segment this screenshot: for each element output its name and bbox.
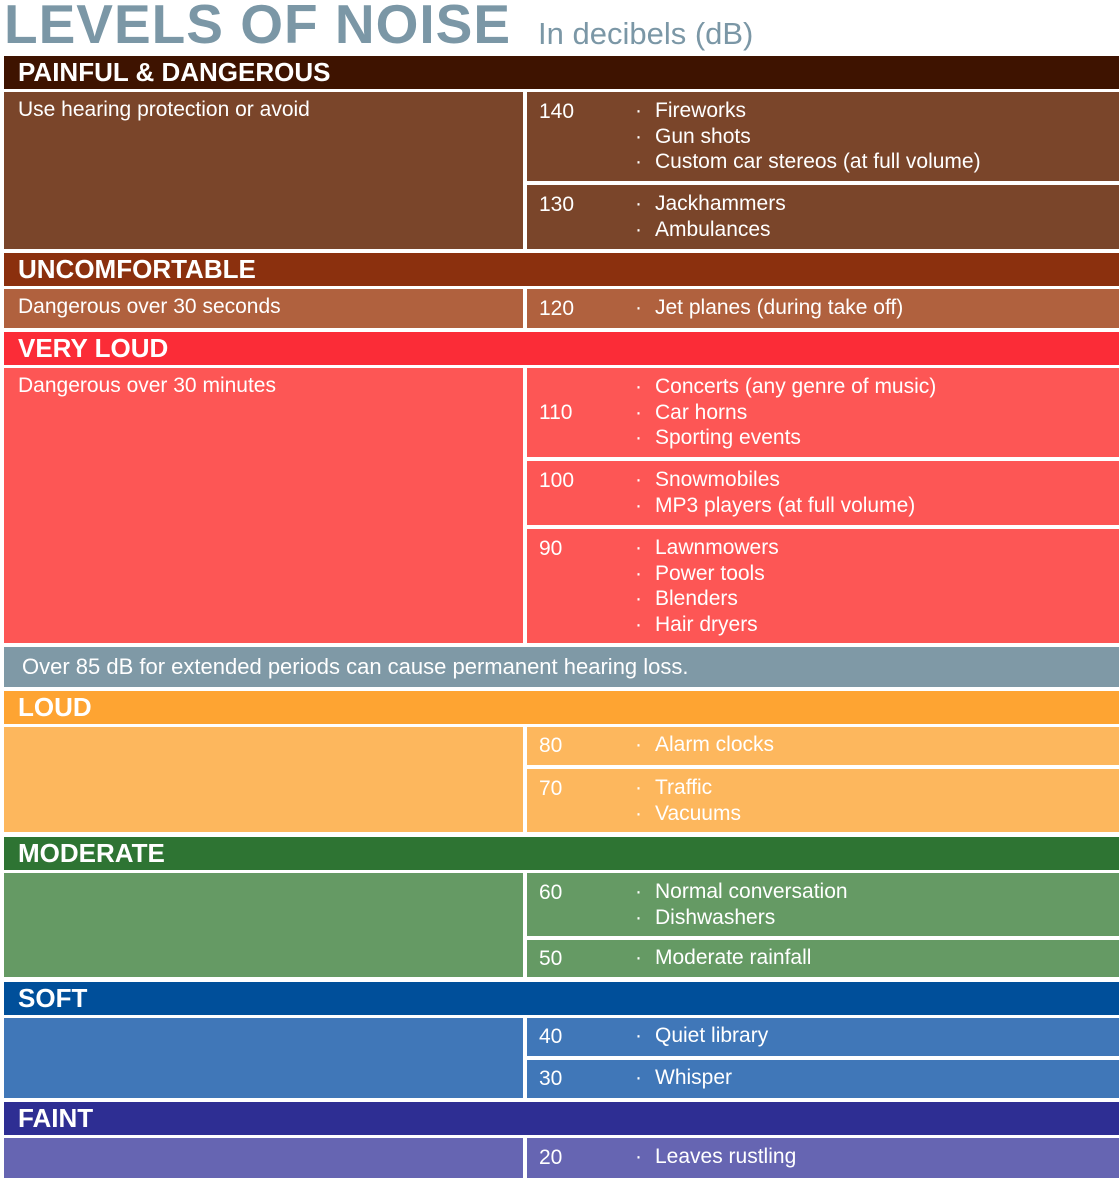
bullet-icon: · <box>635 1024 642 1047</box>
list-item: · Alarm clocks <box>635 733 775 756</box>
item-list <box>635 1065 732 1091</box>
list-item: · Jackhammers <box>635 192 786 215</box>
level-row <box>527 873 1119 936</box>
level-row <box>527 92 1119 181</box>
level-row <box>527 368 1119 457</box>
list-item: · Hair dryers <box>635 612 758 636</box>
db-value: 100 <box>539 469 575 492</box>
list-item: · Quiet library <box>635 1024 769 1047</box>
bullet-icon: · <box>635 468 642 491</box>
item-list <box>635 467 915 518</box>
note-painful-dangerous: Use hearing protection or avoid <box>4 92 523 249</box>
band-faint: FAINT <box>4 1102 1119 1135</box>
db-value: 60 <box>539 881 563 904</box>
db-value: 50 <box>539 947 563 970</box>
bullet-icon: · <box>635 946 642 969</box>
db-value: 70 <box>539 777 563 800</box>
bullet-icon: · <box>635 587 642 610</box>
list-item: · Sporting events <box>635 426 801 449</box>
list-item: · Jet planes (during take off) <box>635 296 904 319</box>
list-item: · Custom car stereos (at full volume) <box>635 150 981 173</box>
db-value: 80 <box>539 734 563 757</box>
list-item: · Power tools <box>635 561 765 585</box>
band-very-loud: VERY LOUD <box>4 332 1119 365</box>
db-value: 140 <box>539 100 575 123</box>
list-item: · Moderate rainfall <box>635 946 812 969</box>
bullet-icon: · <box>635 776 642 799</box>
item-list <box>635 191 786 242</box>
bullet-icon: · <box>635 536 642 559</box>
level-row <box>527 461 1119 525</box>
item-list <box>635 732 774 758</box>
note-faint <box>4 1138 523 1178</box>
bullet-icon: · <box>635 612 642 636</box>
level-row <box>527 1018 1119 1056</box>
list-item: · Fireworks <box>635 99 747 122</box>
list-item: · Ambulances <box>635 217 771 241</box>
bullet-icon: · <box>635 1066 642 1089</box>
level-row <box>527 940 1119 977</box>
level-row <box>527 289 1119 328</box>
bullet-icon: · <box>635 217 642 241</box>
item-list <box>635 775 741 826</box>
item-list <box>635 374 936 451</box>
bullet-icon: · <box>635 733 642 756</box>
level-row <box>527 185 1119 249</box>
bullet-icon: · <box>635 192 642 215</box>
list-item: · Snowmobiles <box>635 468 780 491</box>
item-list <box>635 1144 796 1170</box>
page-subtitle: In decibels (dB) <box>538 16 754 51</box>
bullet-icon: · <box>635 400 642 424</box>
list-item: · Leaves rustling <box>635 1145 797 1168</box>
item-list <box>635 945 811 971</box>
bullet-icon: · <box>635 1145 642 1168</box>
list-item: · Normal conversation <box>635 880 848 903</box>
level-row <box>527 529 1119 643</box>
level-row <box>527 1138 1119 1178</box>
list-item: · Gun shots <box>635 124 751 148</box>
db-value: 40 <box>539 1025 563 1048</box>
note-moderate <box>4 873 523 977</box>
bullet-icon: · <box>635 801 642 825</box>
page-title: LEVELS OF NOISE <box>4 0 512 55</box>
db-value: 120 <box>539 297 575 320</box>
bullet-icon: · <box>635 880 642 903</box>
list-item: · Blenders <box>635 587 738 610</box>
db-value: 20 <box>539 1146 563 1169</box>
item-list <box>635 535 779 637</box>
band-painful-dangerous: PAINFUL & DANGEROUS <box>4 56 1119 89</box>
list-item: · Lawnmowers <box>635 536 779 559</box>
band-uncomfortable: UNCOMFORTABLE <box>4 253 1119 286</box>
bullet-icon: · <box>635 493 642 517</box>
band-loud: LOUD <box>4 691 1119 724</box>
item-list <box>635 295 903 321</box>
item-list <box>635 98 981 175</box>
bullet-icon: · <box>635 561 642 585</box>
level-row <box>527 727 1119 765</box>
db-value: 30 <box>539 1067 563 1090</box>
bullet-icon: · <box>635 296 642 319</box>
bullet-icon: · <box>635 150 642 173</box>
note-loud <box>4 727 523 832</box>
db-value: 130 <box>539 193 575 216</box>
list-item: · MP3 players (at full volume) <box>635 493 916 517</box>
level-row <box>527 1060 1119 1098</box>
item-list <box>635 879 848 930</box>
note-very-loud: Dangerous over 30 minutes <box>4 368 523 643</box>
db-value: 110 <box>539 401 573 424</box>
db-value: 90 <box>539 537 563 560</box>
list-item: · Car horns <box>635 400 748 424</box>
note-soft <box>4 1018 523 1098</box>
list-item: · Concerts (any genre of music) <box>635 375 937 398</box>
band-moderate: MODERATE <box>4 837 1119 870</box>
list-item: · Whisper <box>635 1066 733 1089</box>
bullet-icon: · <box>635 905 642 929</box>
bullet-icon: · <box>635 99 642 122</box>
bullet-icon: · <box>635 375 642 398</box>
note-uncomfortable: Dangerous over 30 seconds <box>4 289 523 328</box>
bullet-icon: · <box>635 124 642 148</box>
hearing-loss-warning: Over 85 dB for extended periods can cause permanent hearing loss. <box>4 647 1119 687</box>
band-soft: SOFT <box>4 982 1119 1015</box>
list-item: · Traffic <box>635 776 713 799</box>
title-row <box>4 0 1114 54</box>
list-item: · Dishwashers <box>635 905 776 929</box>
bullet-icon: · <box>635 426 642 449</box>
item-list <box>635 1023 768 1049</box>
level-row <box>527 769 1119 832</box>
list-item: · Vacuums <box>635 801 741 825</box>
